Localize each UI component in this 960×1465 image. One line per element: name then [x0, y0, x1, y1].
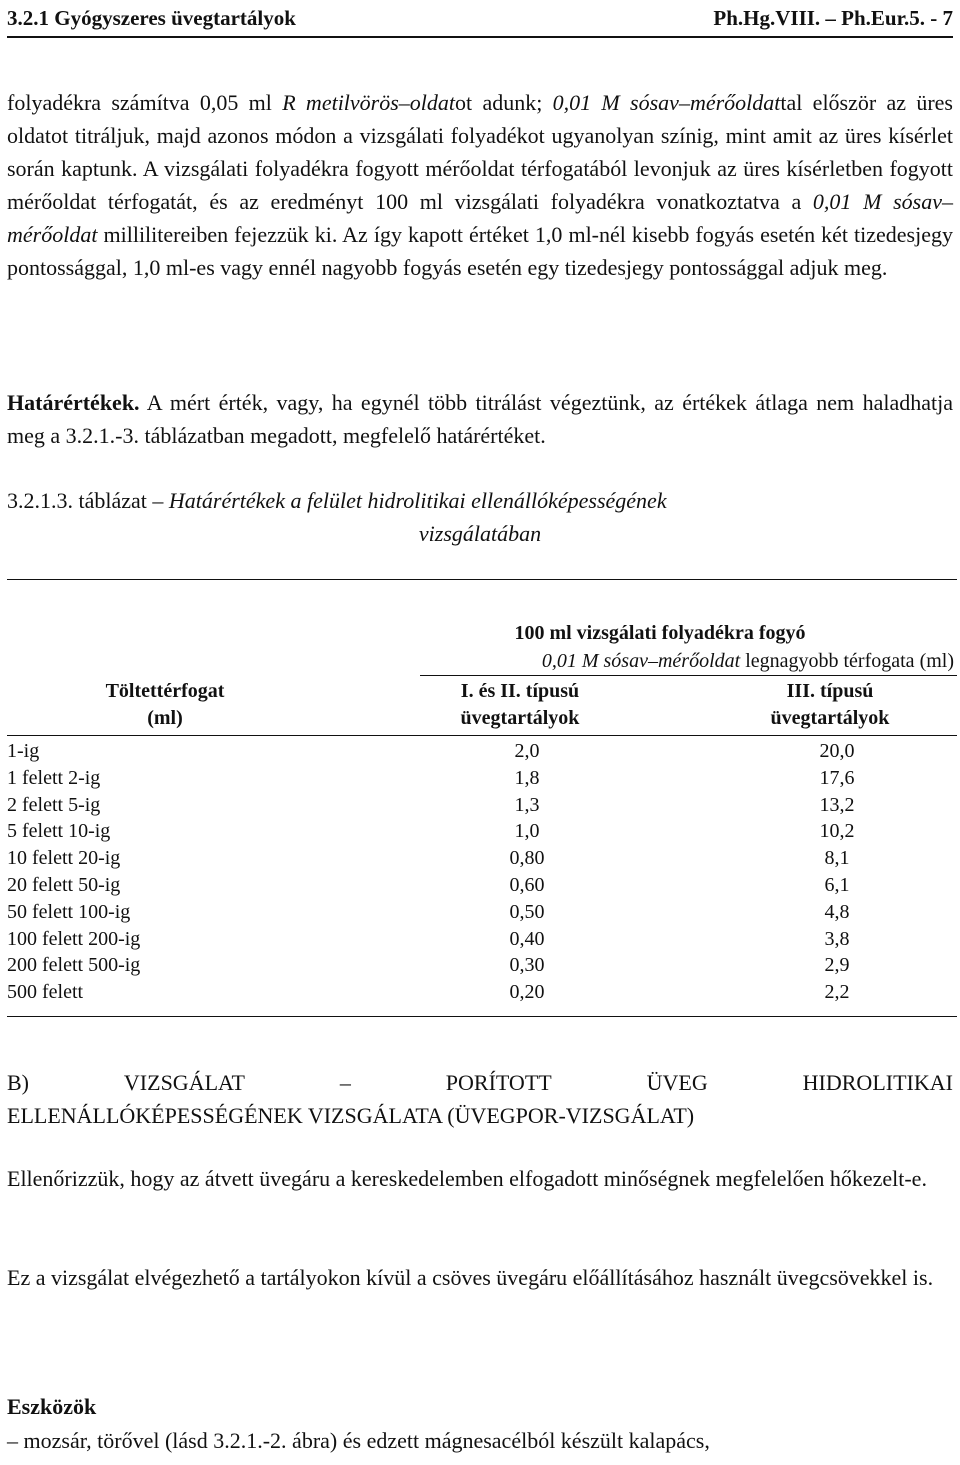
table-row [7, 792, 953, 819]
cell-type3-value: 2,2 [824, 981, 850, 1004]
table-col-volume-header: Töltettérfogat (ml) [105, 680, 225, 729]
table-row [7, 979, 953, 1006]
section-b-word: HIDROLITIKAI [802, 1070, 953, 1095]
cell-type12-value: 0,60 [509, 874, 545, 896]
table-row [7, 872, 953, 899]
paragraph-titration: folyadékra számítva 0,05 ml R metilvörös–oldatot adunk; 0,01 M sósav–mérőoldattal először az üres oldatot titráljuk, majd azonos módon a vizsgálati folyadékot ugyanolyan színig, mint amit az üres kísérlet során kaptunk. A vizsgálati folyadékra fogyott mérőoldat térfogatából levonjuk az üres kísérletben fogyott mérőoldat térfogatát, és az eredményt 100 ml vizsgálati folyadékra vonatkoztatva a 0,01 M sósav–mérőoldat millilitereiben fejezzük ki. Az így kapott értéket 1,0 ml-nél kisebb fogyás esetén két tizedesjegy pontossággal, 1,0 ml-es vagy ennél nagyobb fogyás esetén egy tizedesjegy pontossággal adjuk meg. [7, 90, 953, 280]
cell-type12-value: 0,20 [509, 981, 545, 1004]
cell-type3-value: 3,8 [824, 927, 850, 950]
header-section-title: 3.2.1 Gyógyszeres üvegtartályok [7, 6, 296, 30]
cell-type3-value: 6,1 [824, 874, 850, 896]
table-row [7, 738, 953, 765]
page-header [7, 6, 953, 38]
cell-type3-value: 17,6 [819, 766, 855, 789]
table-col-type12-header: I. és II. típusú üvegtartályok [460, 680, 580, 729]
table-group-header: 100 ml vizsgálati folyadékra fogyó [514, 622, 806, 644]
table-caption: 3.2.1.3. táblázat – Határértékek a felület hidrolitikai ellenállóképességének vizsgálatában [7, 488, 667, 546]
cell-fill-volume: 200 felett 500-ig [7, 954, 141, 977]
cell-fill-volume: 10 felett 20-ig [7, 847, 121, 870]
tools-list-item: – mozsár, törővel (lásd 3.2.1.-2. ábra) és edzett mágnesacélból készült kalapács, [7, 1428, 710, 1453]
limits-heading: Határértékek. [7, 390, 140, 415]
cell-type3-value: 2,9 [824, 954, 850, 977]
cell-fill-volume: 500 felett [7, 981, 84, 1004]
table-col-type3-header: III. típusú üvegtartályok [770, 680, 890, 729]
cell-fill-volume: 50 felett 100-ig [7, 900, 131, 923]
cell-type3-value: 20,0 [819, 740, 855, 762]
cell-fill-volume: 5 felett 10-ig [7, 820, 111, 843]
cell-fill-volume: 2 felett 5-ig [7, 793, 101, 816]
cell-type12-value: 1,8 [514, 766, 540, 789]
section-b-word: PORÍTOTT [445, 1070, 552, 1095]
cell-fill-volume: 20 felett 50-ig [7, 874, 121, 896]
table-row [7, 952, 953, 979]
paragraph-glass-tubes: Ez a vizsgálat elvégezhető a tartályokon kívül a csöves üvegáru előállításához használt üvegcsövekkel is. [7, 1265, 934, 1290]
section-b-heading: B) VIZSGÁLAT – PORÍTOTT ÜVEG HIDROLITIKAI ELLENÁLLÓKÉPESSÉGÉNEK VIZSGÁLATA (ÜVEGPOR-VIZSGÁLAT) [7, 1066, 953, 1132]
tools-heading: Eszközök [7, 1394, 97, 1419]
table-bottom-rule [7, 1016, 957, 1017]
section-b-word: ÜVEG [646, 1070, 708, 1095]
table-header-rule [7, 735, 957, 736]
paragraph-heat-treatment: Ellenőrizzük, hogy az átvett üvegáru a kereskedelemben elfogadott minőségnek megfelelően hőkezelt-e. [7, 1166, 927, 1191]
cell-type12-value: 0,50 [509, 900, 545, 923]
table-row [7, 926, 953, 953]
table-group-header-line2: 0,01 M sósav–mérőoldat legnagyobb térfogata (ml) [541, 650, 954, 672]
table-row [7, 818, 953, 845]
cell-type12-value: 0,40 [509, 927, 545, 950]
cell-type12-value: 0,80 [509, 847, 545, 870]
cell-fill-volume: 1 felett 2-ig [7, 766, 101, 789]
cell-fill-volume: 1-ig [7, 740, 40, 762]
cell-type3-value: 13,2 [819, 793, 855, 816]
table-row [7, 765, 953, 792]
section-b-word: VIZSGÁLAT [123, 1070, 245, 1095]
table-group-rule [420, 675, 957, 676]
header-pharmacopoeia-ref: Ph.Hg.VIII. – Ph.Eur.5. - 7 [713, 6, 953, 30]
cell-type3-value: 10,2 [819, 820, 855, 843]
table-row [7, 845, 953, 872]
section-b-word: B) [7, 1070, 29, 1095]
paragraph-limits: Határértékek. A mért érték, vagy, ha egynél több titrálást végeztünk, az értékek átlaga nem haladhatja meg a 3.2.1.-3. táblázatban megadott, megfelelő határértéket. [7, 390, 953, 448]
cell-type3-value: 4,8 [824, 900, 850, 923]
table-top-rule [7, 579, 957, 580]
cell-type3-value: 8,1 [824, 847, 850, 870]
section-b-word: – [339, 1070, 351, 1095]
cell-type12-value: 0,30 [509, 954, 545, 977]
cell-type12-value: 1,0 [514, 820, 540, 843]
cell-type12-value: 2,0 [514, 740, 540, 762]
cell-fill-volume: 100 felett 200-ig [7, 927, 141, 950]
cell-type12-value: 1,3 [514, 793, 540, 816]
table-row [7, 899, 953, 926]
